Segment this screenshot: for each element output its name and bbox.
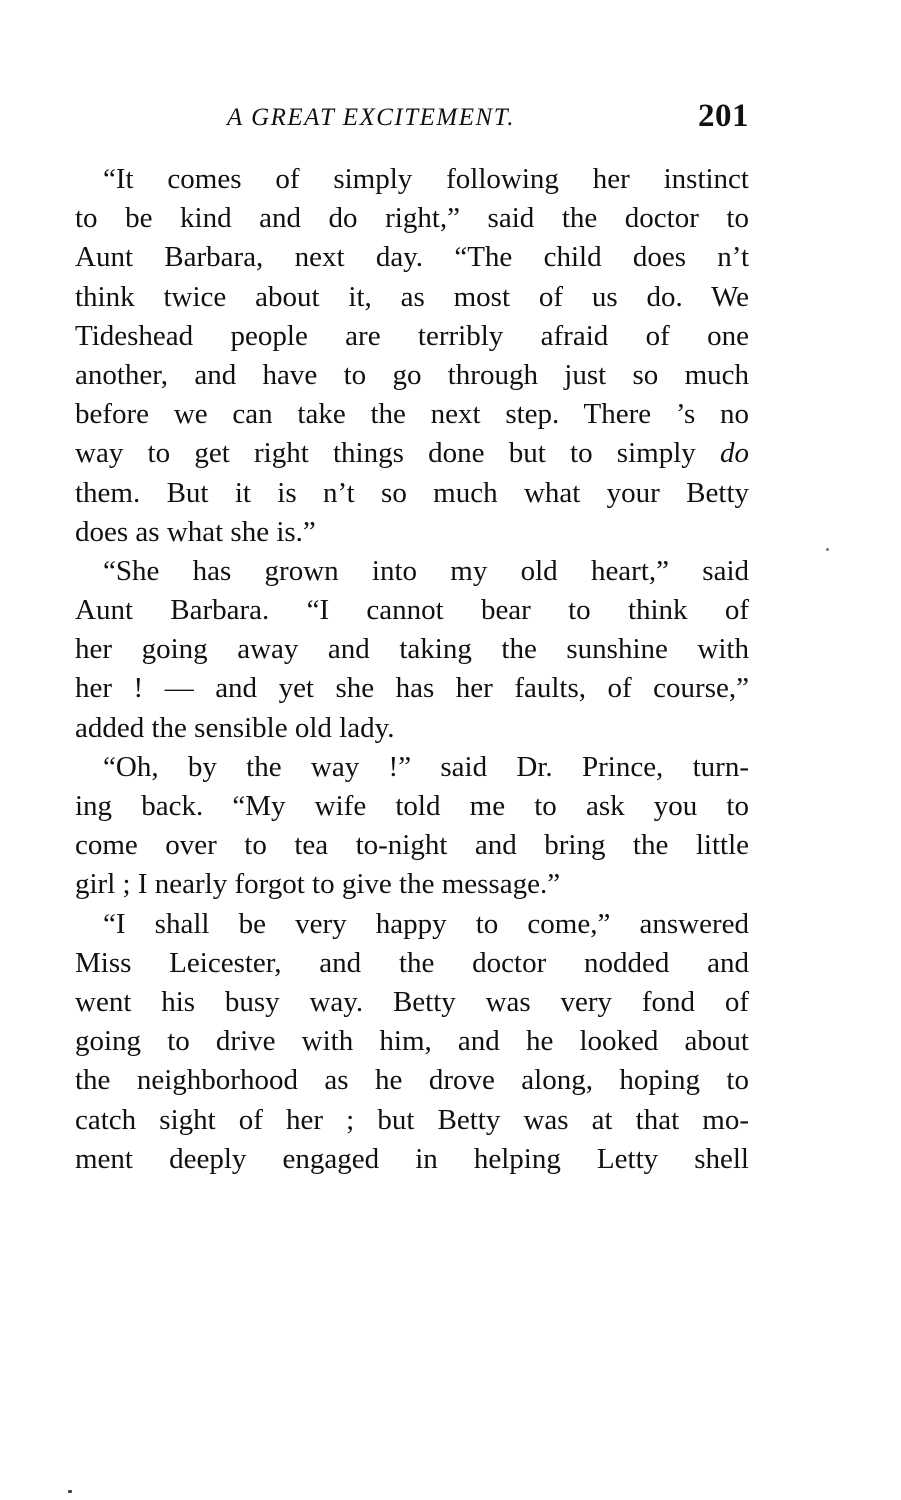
text-line: girl ; I nearly forgot to give the message.” [75,868,561,901]
text-line: ment deeply engaged in helping Letty shell [75,1142,749,1175]
text-line: another, and have to go through just so much [75,358,749,391]
text-line: “Oh, by the way !” said Dr. Prince, turn- [103,750,749,783]
text-line: went his busy way. Betty was very fond of [75,985,749,1018]
text-line: going to drive with him, and he looked about [75,1025,749,1058]
text-line: Aunt Barbara, next day. “The child does n’t [75,241,749,274]
text-line: does as what she is.” [75,515,316,548]
text-line: ing back. “My wife told me to ask you to [75,790,749,822]
body-text [75,160,749,1179]
text-line: Tideshead people are terribly afraid of one [75,319,749,352]
text-line: her ! — and yet she has her faults, of course,” [75,672,749,705]
text-line: before we can take the next step. There ’s no [75,398,749,431]
text-line: Miss Leicester, and the doctor nodded and [75,946,749,979]
paper-speck [68,1490,72,1493]
text-line: think twice about it, as most of us do. We [75,280,749,313]
text-line: catch sight of her ; but Betty was at that mo- [75,1103,749,1136]
text-line: “It comes of simply following her instinct [103,163,749,195]
page-header [75,98,749,146]
page-number: 201 [698,98,749,134]
text-line: to be kind and do right,” said the doctor to [75,202,749,235]
running-head: A GREAT EXCITEMENT. [227,104,515,131]
paper-speck [826,548,829,551]
text-line: her going away and taking the sunshine with [75,633,749,666]
text-line: added the sensible old lady. [75,711,395,744]
italic-word: do [720,437,749,470]
text-line-with-italic [75,434,749,473]
text-line: “I shall be very happy to come,” answered [103,907,749,940]
text-line: them. But it is n’t so much what your Betty [75,476,749,509]
text-line: “She has grown into my old heart,” said [103,554,749,587]
text-line-part: way to get right things done but to simply [75,437,696,470]
text-line: the neighborhood as he drove along, hoping to [75,1064,749,1097]
text-line: come over to tea to-night and bring the little [75,829,749,862]
text-line: Aunt Barbara. “I cannot bear to think of [75,594,749,627]
